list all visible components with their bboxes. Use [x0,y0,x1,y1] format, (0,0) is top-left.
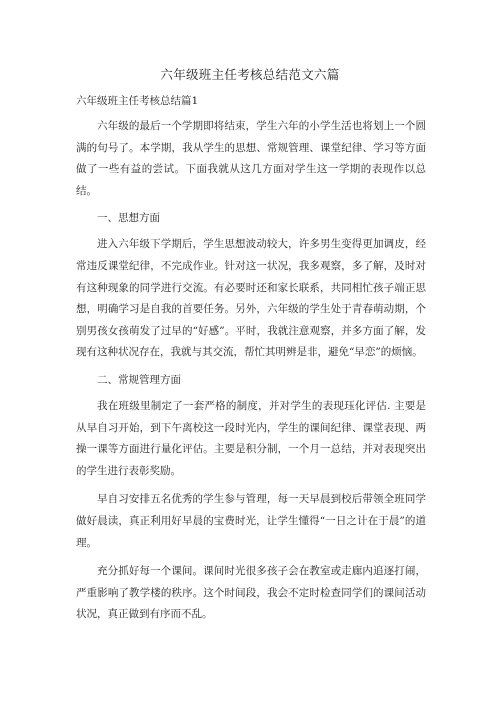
paragraph-break-time: 充分抓好每一个课间。课间时光很多孩子会在教室或走廊内追逐打闹，严重影响了教学楼的秩序。这个时间段，我会不定时检查同学们的课间活动状况，真正做到有序而不乱。 [76,565,426,621]
paragraph-thought: 进入六年级下学期后，学生思想波动较大，许多男生变得更加调皮，经常违反课堂纪律，不完成作业。针对这一状况，我多观察，多了解，及时对有这种现象的同学进行交流。有必要时还和家长联系，共同相忙孩子端正思想，明确学习是自我的首要任务。另外，六年级的学生处于青春萌动期，个别男孩女孩萌发了过早的“好感”。平时，我就注意观察，并多方面了解，发现有这种状况存在，我就与其交流，帮忙其明辨是非，避免“早恋”的烦恼。 [76,238,426,359]
document-title: 六年级班主任考核总结范文六篇 [160,67,340,82]
paragraph-morning-reading: 早自习安排五名优秀的学生参与管理，每一天早晨到校后带领全班同学做好晨读，真正利用好早晨的宝费时光，让学生懂得“一日之计在于晨”的道理。 [76,493,426,549]
section-subtitle: 六年级班主任考核总结篇1 [76,95,199,107]
section-heading-thought: 一、思想方面 [97,212,160,225]
section-heading-routine: 二、常规管理方面 [97,373,181,386]
document-body [76,92,426,633]
paragraph-intro: 六年级的最后一个学期即将结束，学生六年的小学生活也将划上一个圆满的句号了。本学期，我从学生的思想、常规管理、课堂纪律、学习等方面做了一些有益的尝试。下面我就从这几方面对学生这一学期的表现作以总结。 [76,120,426,197]
paragraph-routine-rules: 我在班级里制定了一套严格的制度，并对学生的表现珏化评估. 主要是从早自习开始，到下午离校这一段时光内，学生的课间纪律、课堂表现、两操一课等方面进行量化评估。主要是积分制，一个月一总结，并对表现突出的学生进行表彰奖励。 [76,399,426,477]
